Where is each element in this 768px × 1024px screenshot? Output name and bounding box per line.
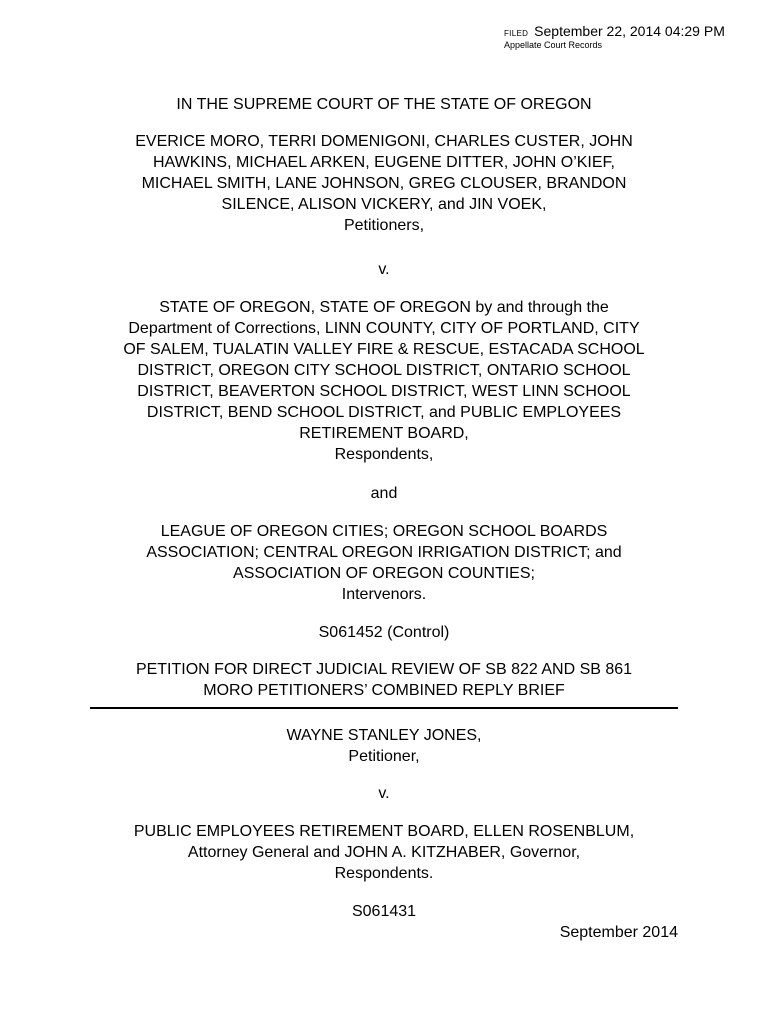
second-petitioner-block (90, 725, 678, 767)
respondents-line: DISTRICT, BEND SCHOOL DISTRICT, and PUBLIC EMPLOYEES (146, 404, 622, 421)
petitioners-role: Petitioners, (343, 217, 425, 234)
second-respondents-role: Respondents. (334, 865, 434, 882)
petitioners-line: EVERICE MORO, TERRI DOMENIGONI, CHARLES CUSTER, JOHN (135, 133, 633, 150)
filed-datetime: September 22, 2014 04:29 PM (534, 23, 725, 39)
document-page (90, 94, 678, 943)
petitioners-block (90, 131, 678, 236)
intervenors-line: ASSOCIATION; CENTRAL OREGON IRRIGATION DISTRICT; and (146, 544, 622, 561)
and-text: and (370, 485, 398, 502)
second-respondents-block (90, 821, 678, 884)
second-respondents-line: PUBLIC EMPLOYEES RETIREMENT BOARD, ELLEN ROSENBLUM, (133, 823, 635, 840)
second-respondents-line: Attorney General and JOHN A. KITZHABER, Governor, (187, 844, 581, 861)
respondents-line: DISTRICT, OREGON CITY SCHOOL DISTRICT, ONTARIO SCHOOL (137, 362, 631, 379)
filed-label: FILED (504, 29, 529, 38)
brief-title (90, 659, 678, 701)
brief-title-line: MORO PETITIONERS’ COMBINED REPLY BRIEF (203, 682, 565, 699)
brief-date: September 2014 (559, 924, 678, 941)
second-case-number: S061431 (351, 903, 417, 920)
second-versus-text: v. (378, 785, 390, 802)
respondents-role: Respondents, (334, 446, 434, 463)
respondents-line: OF SALEM, TUALATIN VALLEY FIRE & RESCUE, ESTACADA SCHOOL (123, 341, 645, 358)
intervenors-role: Intervenors. (341, 586, 427, 603)
versus-text: v. (378, 261, 390, 278)
brief-title-line: PETITION FOR DIRECT JUDICIAL REVIEW OF SB 822 AND SB 861 (135, 661, 633, 678)
respondents-line: DISTRICT, BEAVERTON SCHOOL DISTRICT, WEST LINN SCHOOL (137, 383, 631, 400)
court-heading: IN THE SUPREME COURT OF THE STATE OF OREGON (176, 96, 592, 113)
respondents-block (90, 297, 678, 465)
case-number: S061452 (Control) (318, 624, 450, 641)
petitioners-line: HAWKINS, MICHAEL ARKEN, EUGENE DITTER, JOHN O’KIEF, (153, 154, 615, 171)
second-petitioner-name: WAYNE STANLEY JONES, (286, 727, 482, 744)
respondents-line: STATE OF OREGON, STATE OF OREGON by and through the (159, 299, 609, 316)
second-petitioner-role: Petitioner, (348, 748, 420, 765)
intervenors-line: LEAGUE OF OREGON CITIES; OREGON SCHOOL BOARDS (160, 523, 608, 540)
divider-rule (90, 707, 678, 709)
petitioners-line: MICHAEL SMITH, LANE JOHNSON, GREG CLOUSER, BRANDON (141, 175, 627, 192)
filing-stamp (504, 24, 725, 50)
intervenors-line: ASSOCIATION OF OREGON COUNTIES; (233, 565, 535, 582)
petitioners-line: SILENCE, ALISON VICKERY, and JIN VOEK, (221, 196, 547, 213)
respondents-line: Department of Corrections, LINN COUNTY, CITY OF PORTLAND, CITY (128, 320, 640, 337)
intervenors-block (90, 521, 678, 605)
filing-office: Appellate Court Records (504, 40, 603, 50)
respondents-line: RETIREMENT BOARD, (299, 425, 469, 442)
